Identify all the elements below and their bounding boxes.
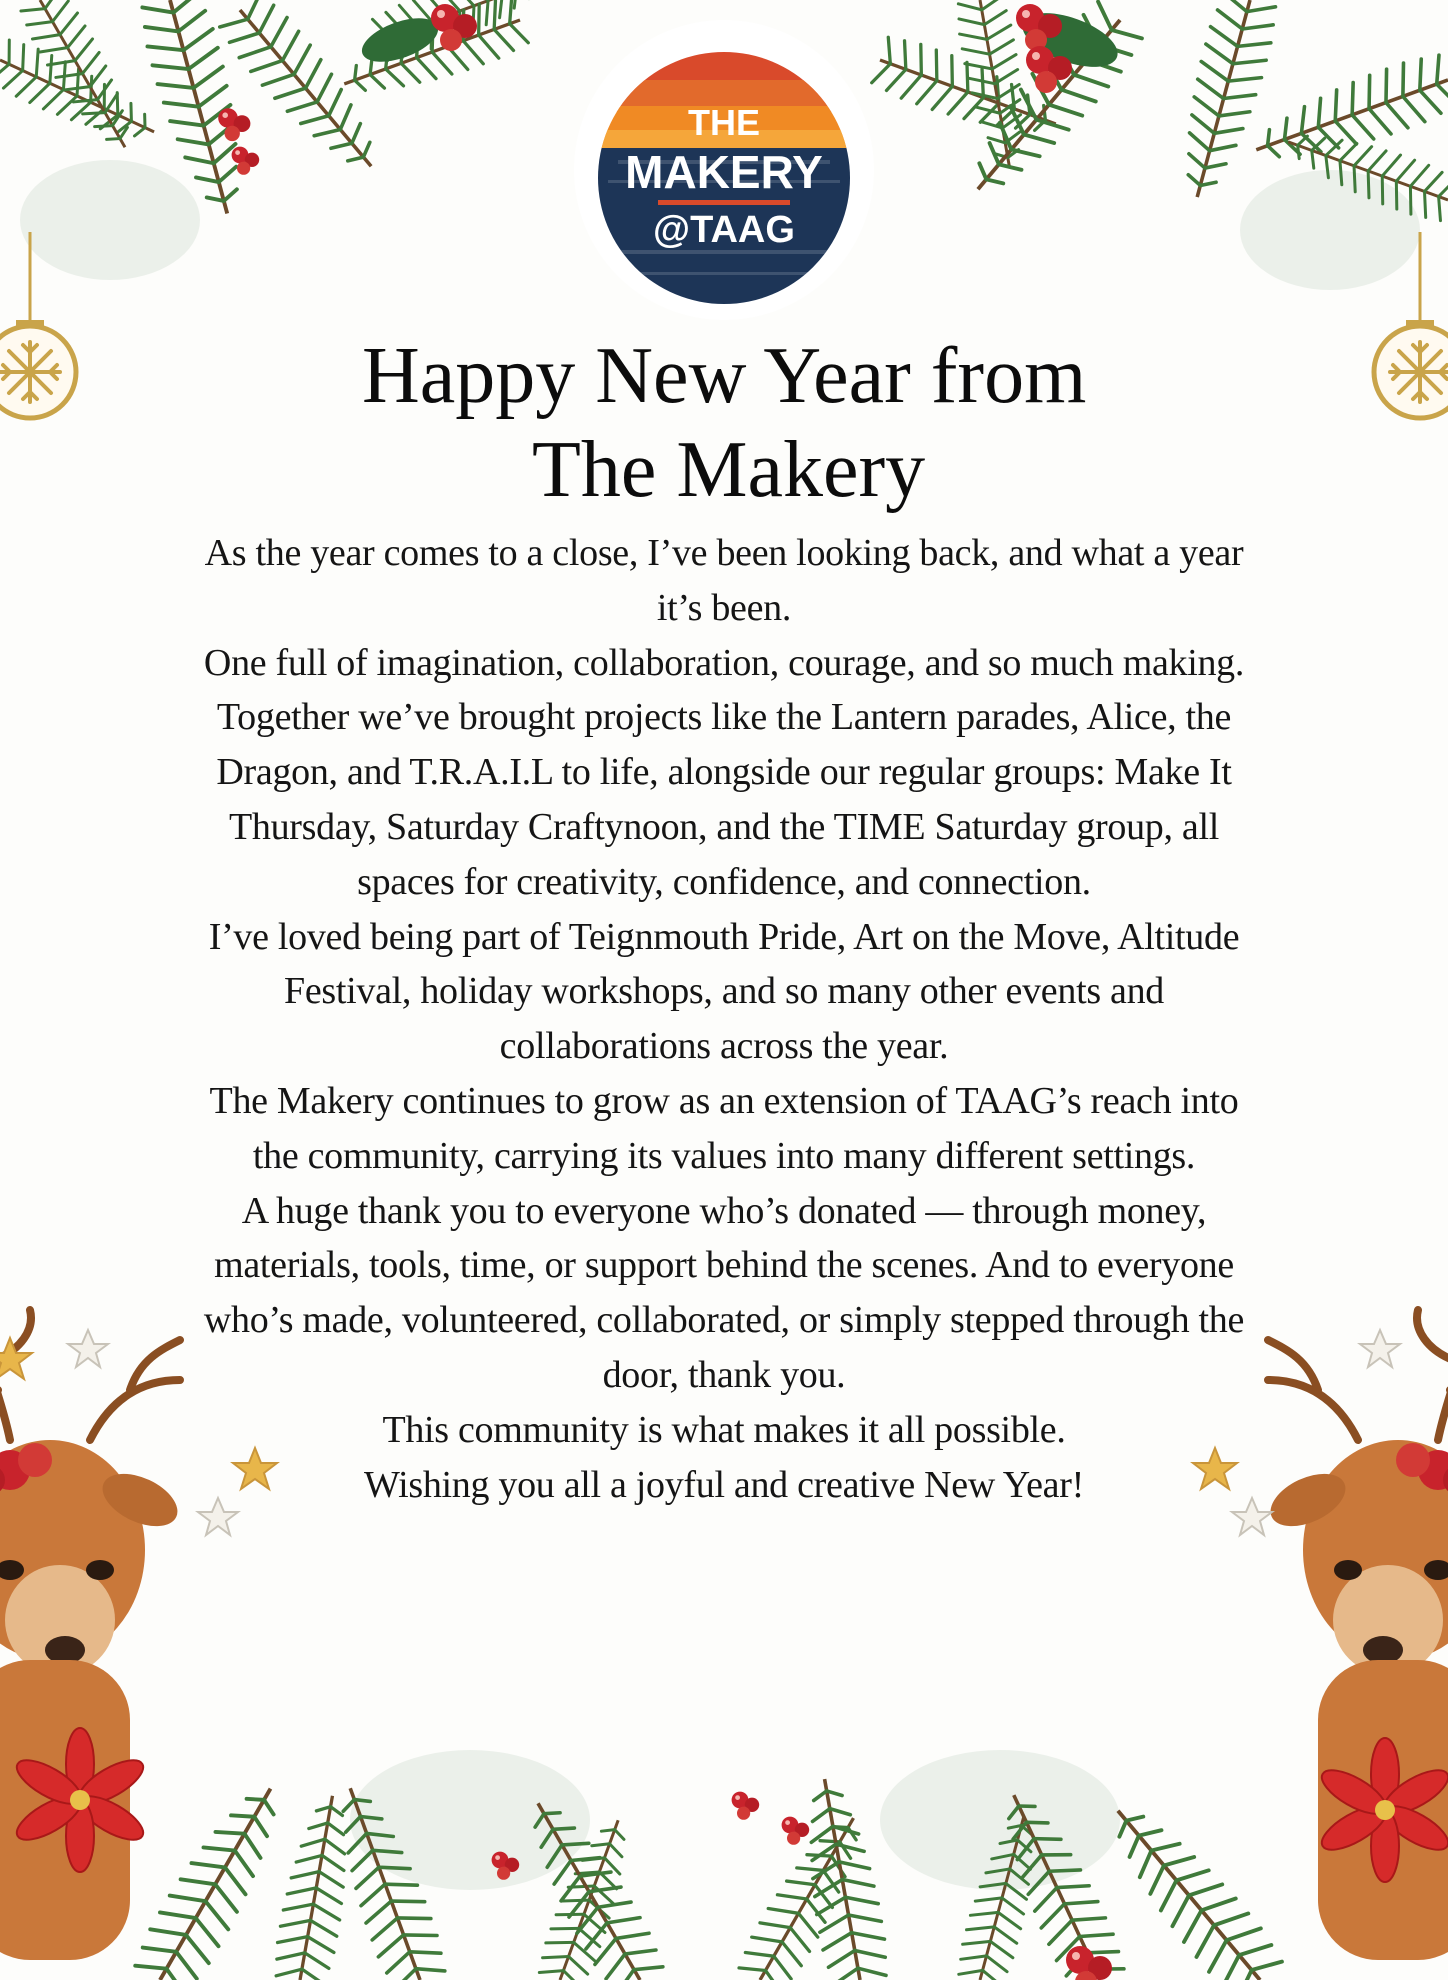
page-title-line-1: Happy New Year from <box>362 332 1087 420</box>
poinsettia-icon <box>11 1728 1448 1882</box>
message-paragraph: Wishing you all a joyful and creative New Year! <box>364 1463 1084 1506</box>
message-body <box>190 526 1258 1512</box>
message-paragraph: This community is what makes it all possible. <box>382 1408 1066 1451</box>
message-paragraph: A huge thank you to everyone who’s donated — through money, materials, tools, time, or support behind the scenes. And to everyone who’s made, volunteered, collaborated, or simply stepped through the door, thank you. <box>203 1189 1245 1396</box>
logo-line-1: THE <box>688 102 760 143</box>
page-title-line-2: The Makery <box>532 426 926 514</box>
makery-logo <box>558 10 890 320</box>
message-paragraph: One full of imagination, collaboration, courage, and so much making. <box>203 641 1245 684</box>
logo-line-3: @TAAG <box>653 209 795 251</box>
logo-line-2: MAKERY <box>625 146 823 198</box>
message-paragraph: As the year comes to a close, I’ve been looking back, and what a year it’s been. <box>204 532 1244 629</box>
message-paragraph: Together we’ve brought projects like the Lantern parades, Alice, the Dragon, and T.R.A.I.L to life, alongside our regular groups: Make It Thursday, Saturday Craftynoon, and the TIME Saturday group, all spaces for creativity, confidence, and connection. <box>216 696 1232 903</box>
message-paragraph: I’ve loved being part of Teignmouth Pride, Art on the Move, Altitude Festival, holiday workshops, and so many other events and collaborations across the year. <box>208 915 1240 1068</box>
message-paragraph: The Makery continues to grow as an extension of TAAG’s reach into the community, carrying its values into many different settings. <box>209 1079 1239 1177</box>
